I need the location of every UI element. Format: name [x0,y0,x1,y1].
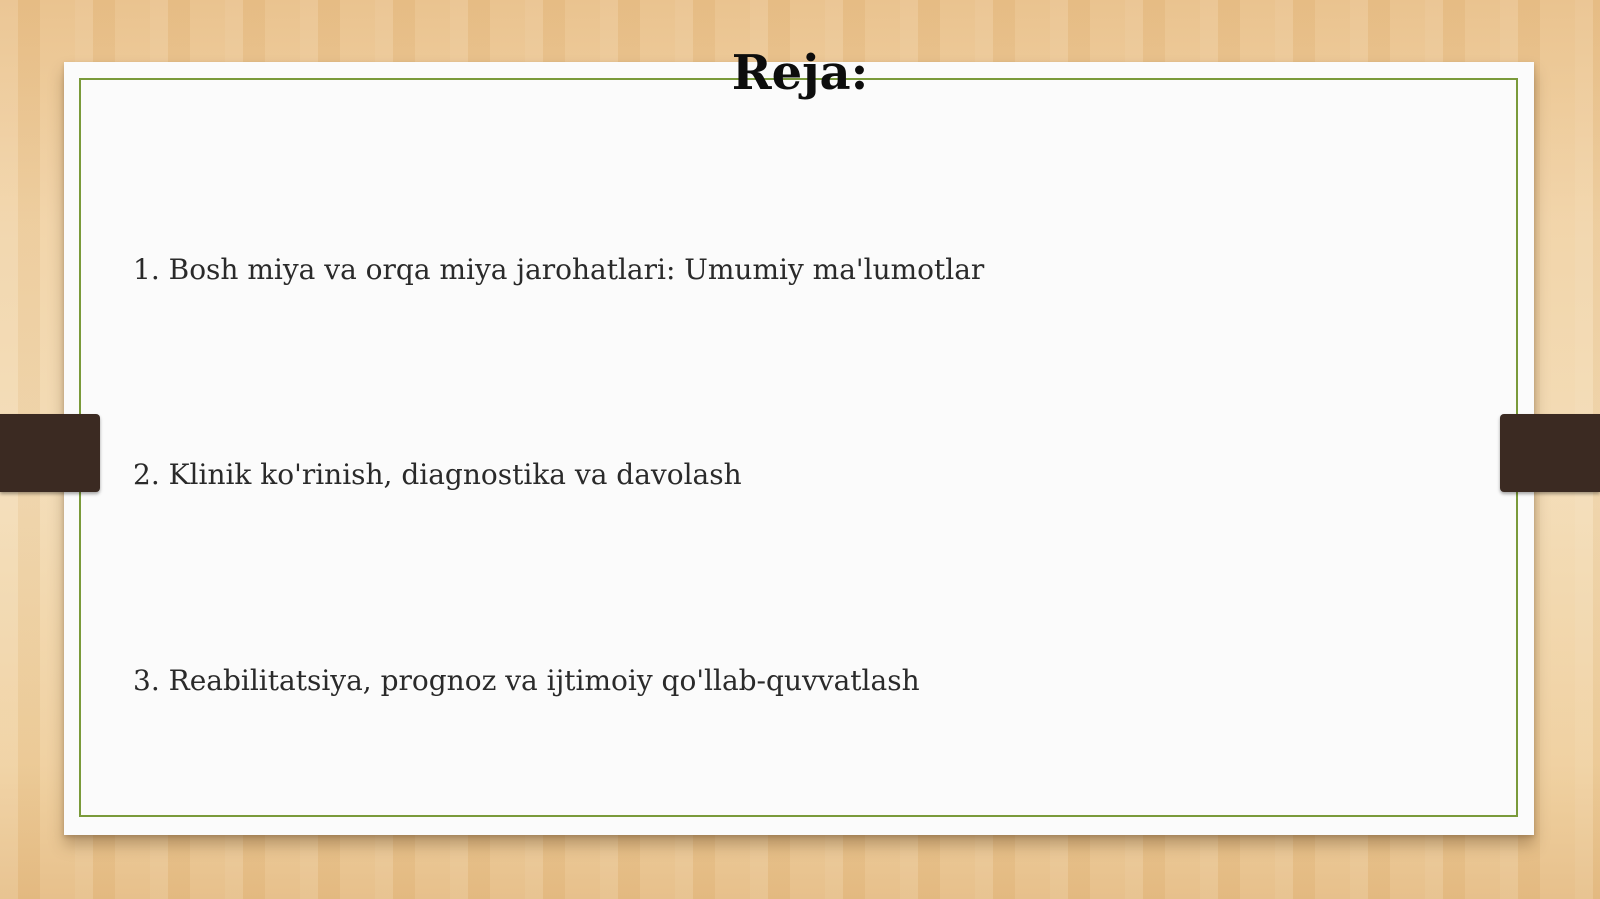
left-binder-clip [0,414,100,492]
plan-item-1: 1. Bosh miya va orqa miya jarohatlari: Umumiy ma'lumotlar [133,253,985,286]
plan-item-3: 3. Reabilitatsiya, prognoz va ijtimoiy qo'llab-quvvatlash [133,664,920,697]
plan-item-2: 2. Klinik ko'rinish, diagnostika va davolash [133,458,742,491]
slide-title: Reja: [731,45,869,101]
slide-border-frame [79,78,1518,817]
right-binder-clip [1500,414,1600,492]
